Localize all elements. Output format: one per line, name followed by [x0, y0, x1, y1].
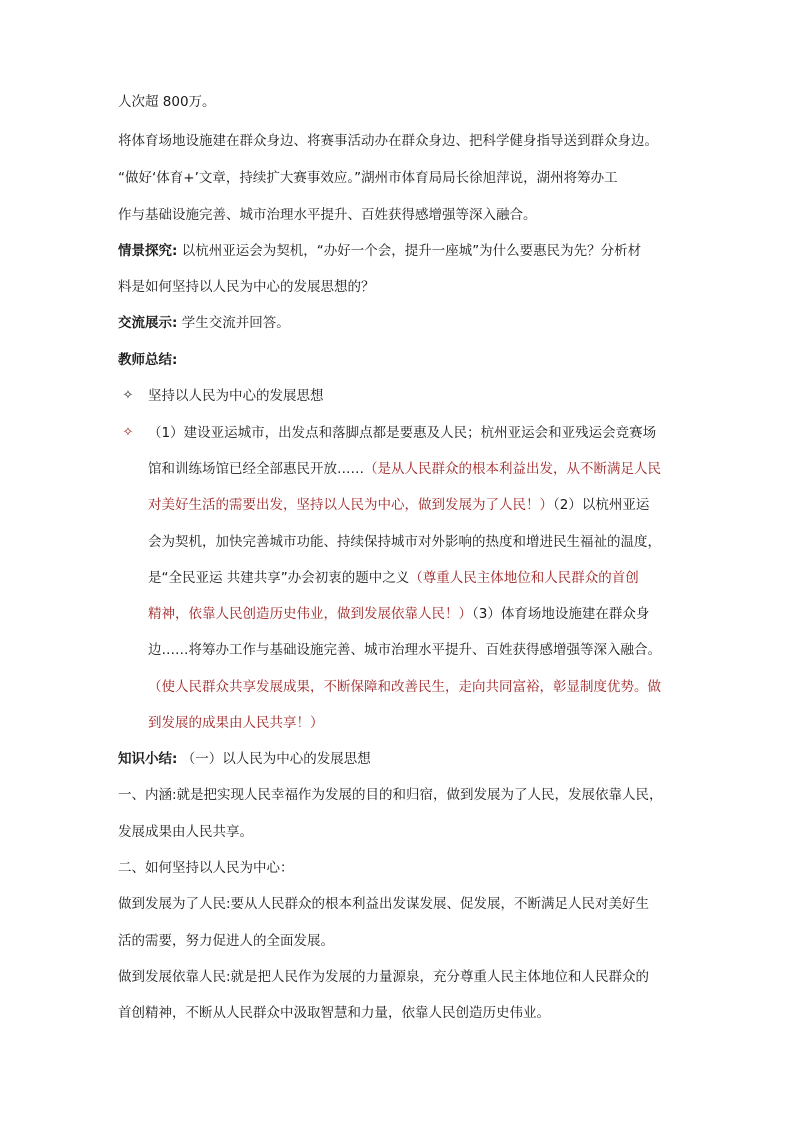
knowledge-summary-line	[118, 749, 371, 769]
bullet-line	[148, 459, 661, 479]
scenario-label: 情景探究:	[118, 243, 178, 259]
teacher-summary-heading: 教师总结:	[118, 352, 178, 368]
bullet-line	[148, 568, 639, 588]
paragraph-line: 二、如何坚持以人民为中心：	[118, 860, 294, 876]
paragraph-line: 一、内涵:就是把实现人民幸福作为发展的目的和归宿，做到发展为了人民，发展依靠人民，	[118, 787, 663, 803]
highlight-text: 精神，依靠人民创造历史伟业，做到发展依靠人民！）	[148, 606, 472, 622]
bullet-line	[148, 604, 649, 624]
paragraph-line: 将体育场地设施建在群众身边、将赛事活动办在群众身边、把科学健身指导送到群众身边。	[118, 133, 658, 149]
highlight-line: （使人民群众共享发展成果，不断保障和改善民生，走向共同富裕，彰显制度优势。做	[148, 679, 661, 695]
knowledge-summary-label: 知识小结:	[118, 751, 178, 767]
bullet-text: （2）以杭州亚运	[553, 497, 650, 513]
diamond-bullet-icon: ✧	[122, 425, 134, 440]
bullet-text: 馆和训练场馆已经全部惠民开放……	[148, 461, 364, 477]
highlight-text: 对美好生活的需要出发，坚持以人民为中心，做到发展为了人民！）	[148, 497, 553, 513]
scenario-text: 以杭州亚运会为契机，“办好一个会，提升一座城”为什么要惠民为先？分析材	[177, 243, 642, 259]
diamond-bullet-icon: ✧	[122, 388, 134, 403]
bullet-line	[148, 495, 649, 515]
exchange-line	[118, 313, 290, 333]
paragraph-line: 料是如何坚持以人民为中心的发展思想的？	[118, 279, 375, 295]
exchange-text: 学生交流并回答。	[177, 315, 290, 331]
bullet-line: 边……将筹办工作与基础设施完善、城市治理水平提升、百姓获得感增强等深入融合。	[148, 642, 661, 658]
bullet-line: 会为契机，加快完善城市功能、持续保持城市对外影响的热度和增进民生福祉的温度，	[148, 534, 661, 550]
paragraph-line: 作与基础设施完善、城市治理水平提升、百姓获得感增强等深入融合。	[118, 207, 537, 223]
paragraph-line: 活的需要，努力促进人的全面发展。	[118, 933, 334, 949]
paragraph-line: 做到发展依靠人民:就是把人民作为发展的力量源泉，充分尊重人民主体地位和人民群众的	[118, 969, 650, 985]
knowledge-summary-text: （一）以人民为中心的发展思想	[177, 751, 371, 767]
paragraph-line: “做好‘体育+’文章，持续扩大赛事效应。”湖州市体育局局长徐旭萍说，湖州将筹办工	[118, 170, 618, 186]
paragraph-line: 首创精神，不断从人民群众中汲取智慧和力量，依靠人民创造历史伟业。	[118, 1005, 550, 1021]
bullet-line: （1）建设亚运城市，出发点和落脚点都是要惠及人民；杭州亚运会和亚残运会竞赛场	[148, 425, 657, 441]
paragraph-line: 人次超 800万。	[118, 94, 216, 110]
bullet-text: （3）体育场地设施建在群众身	[472, 606, 650, 622]
highlight-text: （是从人民群众的根本利益出发，从不断满足人民	[364, 461, 661, 477]
paragraph-line: 做到发展为了人民:要从人民群众的根本利益出发谋发展、促发展，不断满足人民对美好生	[118, 896, 650, 912]
paragraph-line: 发展成果由人民共享。	[118, 824, 253, 840]
highlight-line: 到发展的成果由人民共享！）	[148, 715, 324, 731]
scenario-line	[118, 241, 641, 261]
exchange-label: 交流展示:	[118, 315, 178, 331]
highlight-text: （尊重人民主体地位和人民群众的首创	[409, 570, 639, 586]
bullet-text: 是“全民亚运 共建共享”办会初衷的题中之义	[148, 570, 410, 586]
bullet-item: 坚持以人民为中心的发展思想	[148, 388, 324, 404]
